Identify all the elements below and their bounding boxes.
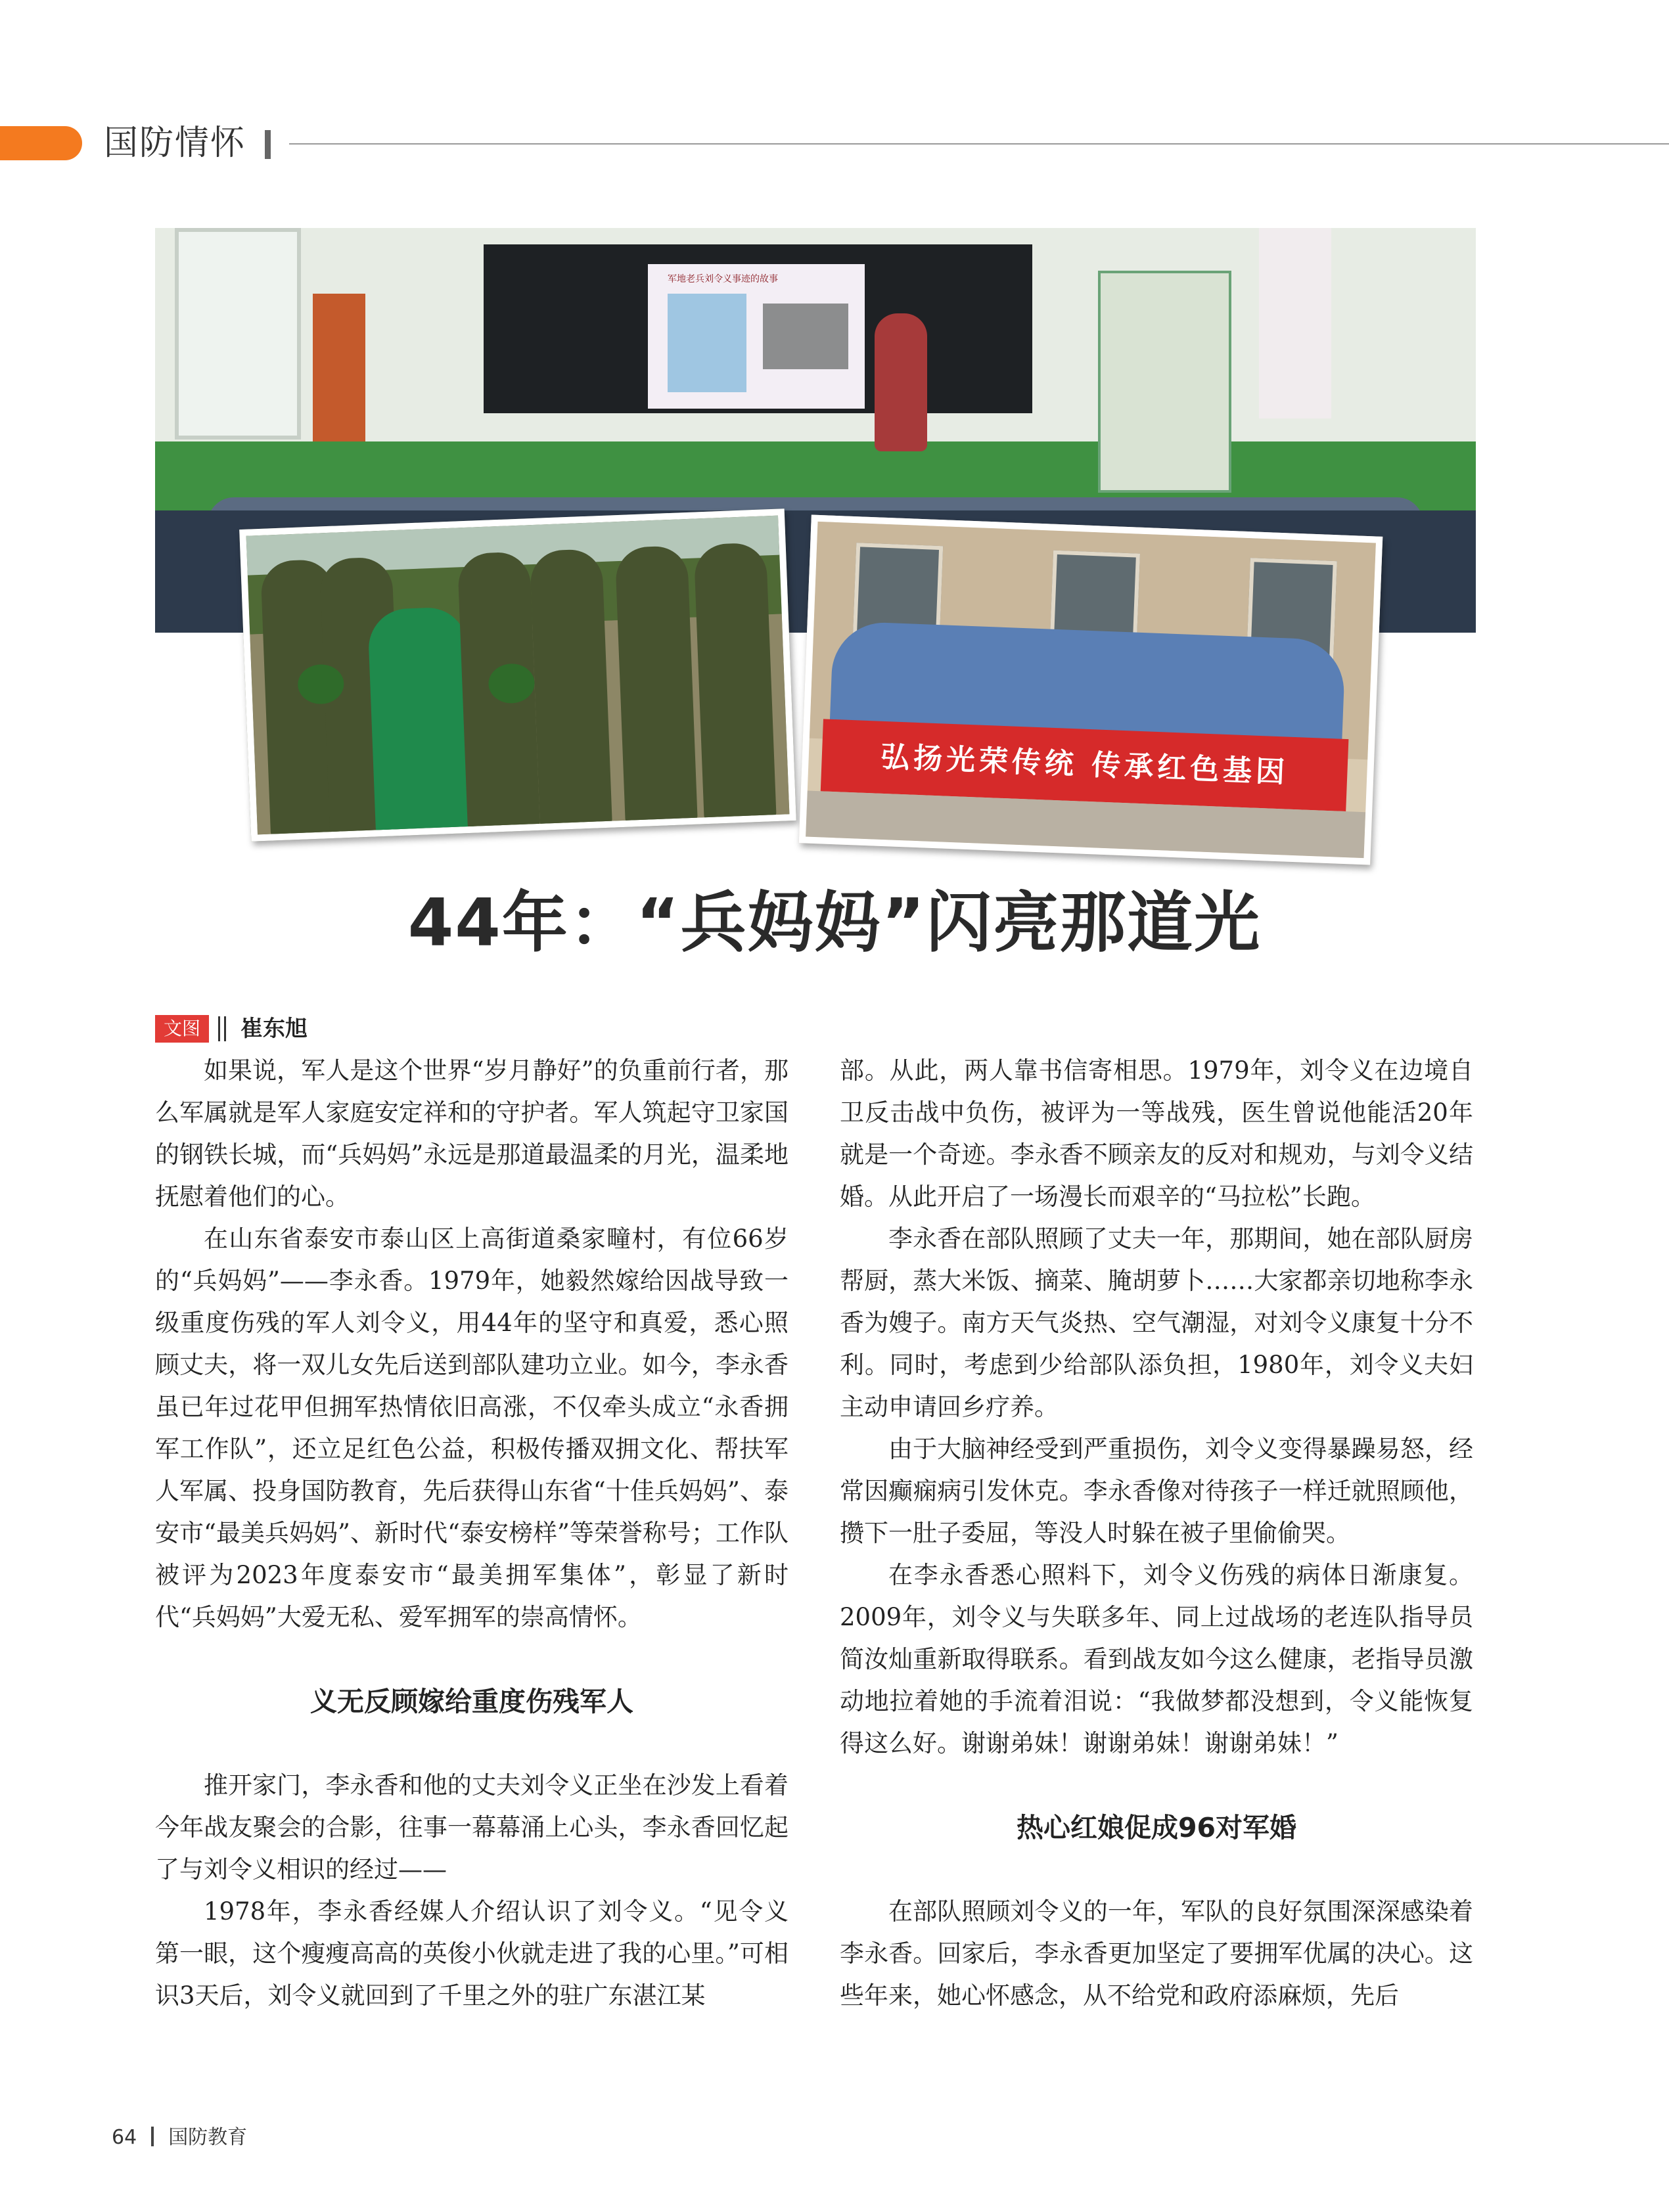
magazine-name: 国防教育 — [168, 2126, 248, 2149]
paragraph: 在部队照顾刘令义的一年，军队的良好氛围深深感染着李永香。回家后，李永香更加坚定了要拥军优属的决心。这些年来，她心怀感念，从不给党和政府添麻烦，先后 — [840, 1897, 1473, 2010]
paragraph: 部。从此，两人靠书信寄相思。1979年，刘令义在边境自卫反击战中负伤，被评为一等战残，医生曾说他能活20年就是一个奇迹。李永香不顾亲友的反对和规劝，与刘令义结婚。从此开启了一场漫长而艰辛的“马拉松”长跑。 — [840, 1056, 1473, 1211]
classroom-blackboard — [484, 244, 1032, 413]
byline-separator — [218, 1016, 226, 1041]
body-column-left — [155, 1050, 789, 2017]
woman-figure — [367, 606, 474, 834]
paragraph: 由于大脑神经受到严重损伤，刘令义变得暴躁易怒，经常因癫痫病引发休克。李永香像对待孩子一样迁就照顾他，攒下一肚子委屈，等没人时躲在被子里偷偷哭。 — [840, 1435, 1473, 1547]
section-tab-marker — [0, 126, 82, 160]
paragraph: 如果说，军人是这个世界“岁月静好”的负重前行者，那么军属就是军人家庭安定祥和的守护者。军人筑起守卫家国的钢铁长城，而“兵妈妈”永远是那道最温柔的月光，温柔地抚慰着他们的心。 — [155, 1056, 789, 1211]
header-rule — [289, 143, 1669, 145]
author-name: 崔东旭 — [240, 1016, 308, 1042]
paragraph: 在山东省泰安市泰山区上高街道桑家疃村，有位66岁的“兵妈妈”——李永香。1979年，她毅然嫁给因战导致一级重度伤残的军人刘令义，用44年的坚守和真爱，悉心照顾丈夫，将一双儿女先后送到部队建功立业。如今，李永香虽已年过花甲但拥军热情依旧高涨，不仅牵头成立“永香拥军工作队”，还立足红色公益，积极传播双拥文化、帮扶军人军属、投身国防教育，先后获得山东省“十佳兵妈妈”、泰安市“最美兵妈妈”、新时代“泰安榜样”等荣誉称号；工作队被评为2023年度泰安市“最美拥军集体”，彰显了新时代“兵妈妈”大爱无私、爱军拥军的崇高情怀。 — [155, 1225, 789, 1631]
screen-photo — [763, 304, 848, 369]
byline-tag: 文图 — [155, 1015, 209, 1043]
paragraph: 在李永香悉心照料下，刘令义伤残的病体日渐康复。2009年，刘令义与失联多年、同上过战场的老连队指导员简汝灿重新取得联系。看到战友如今这么健康，老指导员激动地拉着她的手流着泪说：“我做梦都没想到，令义能恢复得这么好。谢谢弟妹！谢谢弟妹！谢谢弟妹！” — [840, 1561, 1473, 1757]
body-column-right — [840, 1050, 1473, 2017]
students-banner-photo — [799, 514, 1383, 865]
red-banner: 弘扬光荣传统 传承红色基因 — [821, 719, 1349, 811]
classroom-door — [1098, 271, 1231, 493]
speaker-figure — [875, 313, 927, 451]
section-title: 国防情怀 — [104, 124, 246, 163]
page-number: 64 — [112, 2126, 137, 2149]
classroom-window — [175, 228, 301, 440]
section-title-divider — [265, 130, 271, 159]
paragraph: 李永香在部队照顾了丈夫一年，那期间，她在部队厨房帮厨，蒸大米饭、摘菜、腌胡萝卜……大家都亲切地称李永香为嫂子。南方天气炎热、空气潮湿，对刘令义康复十分不利。同时，考虑到少给部队添负担，1980年，刘令义夫妇主动申请回乡疗养。 — [840, 1225, 1473, 1421]
paragraph: 1978年，李永香经媒人介绍认识了刘令义。“见令义第一眼，这个瘦瘦高高的英俊小伙就走进了我的心里。”可相识3天后，刘令义就回到了千里之外的驻广东湛江某 — [155, 1897, 789, 2010]
article-title: 44年：“兵妈妈”闪亮那道光 — [407, 884, 1262, 961]
soldier-figure — [530, 549, 612, 827]
soldier-figure — [615, 545, 698, 824]
screen-map-image — [668, 294, 746, 392]
paragraph: 推开家门，李永香和他的丈夫刘令义正坐在沙发上看着今年战友聚会的合影，往事一幕幕涌上心头，李永香回忆起了与刘令义相识的经过—— — [155, 1771, 789, 1884]
screen-title: 军地老兵刘令义事迹的故事 — [668, 274, 778, 284]
soldiers-watermelon-photo — [239, 508, 796, 842]
subheading: 义无反顾嫁给重度伤残军人 — [310, 1686, 633, 1717]
projector-screen — [648, 264, 865, 409]
subheading: 热心红娘促成96对军婚 — [1016, 1812, 1297, 1843]
classroom-window-right — [1259, 228, 1331, 418]
footer-separator — [151, 2127, 154, 2146]
page-footer — [112, 2123, 247, 2152]
soldier-figure — [694, 542, 777, 821]
